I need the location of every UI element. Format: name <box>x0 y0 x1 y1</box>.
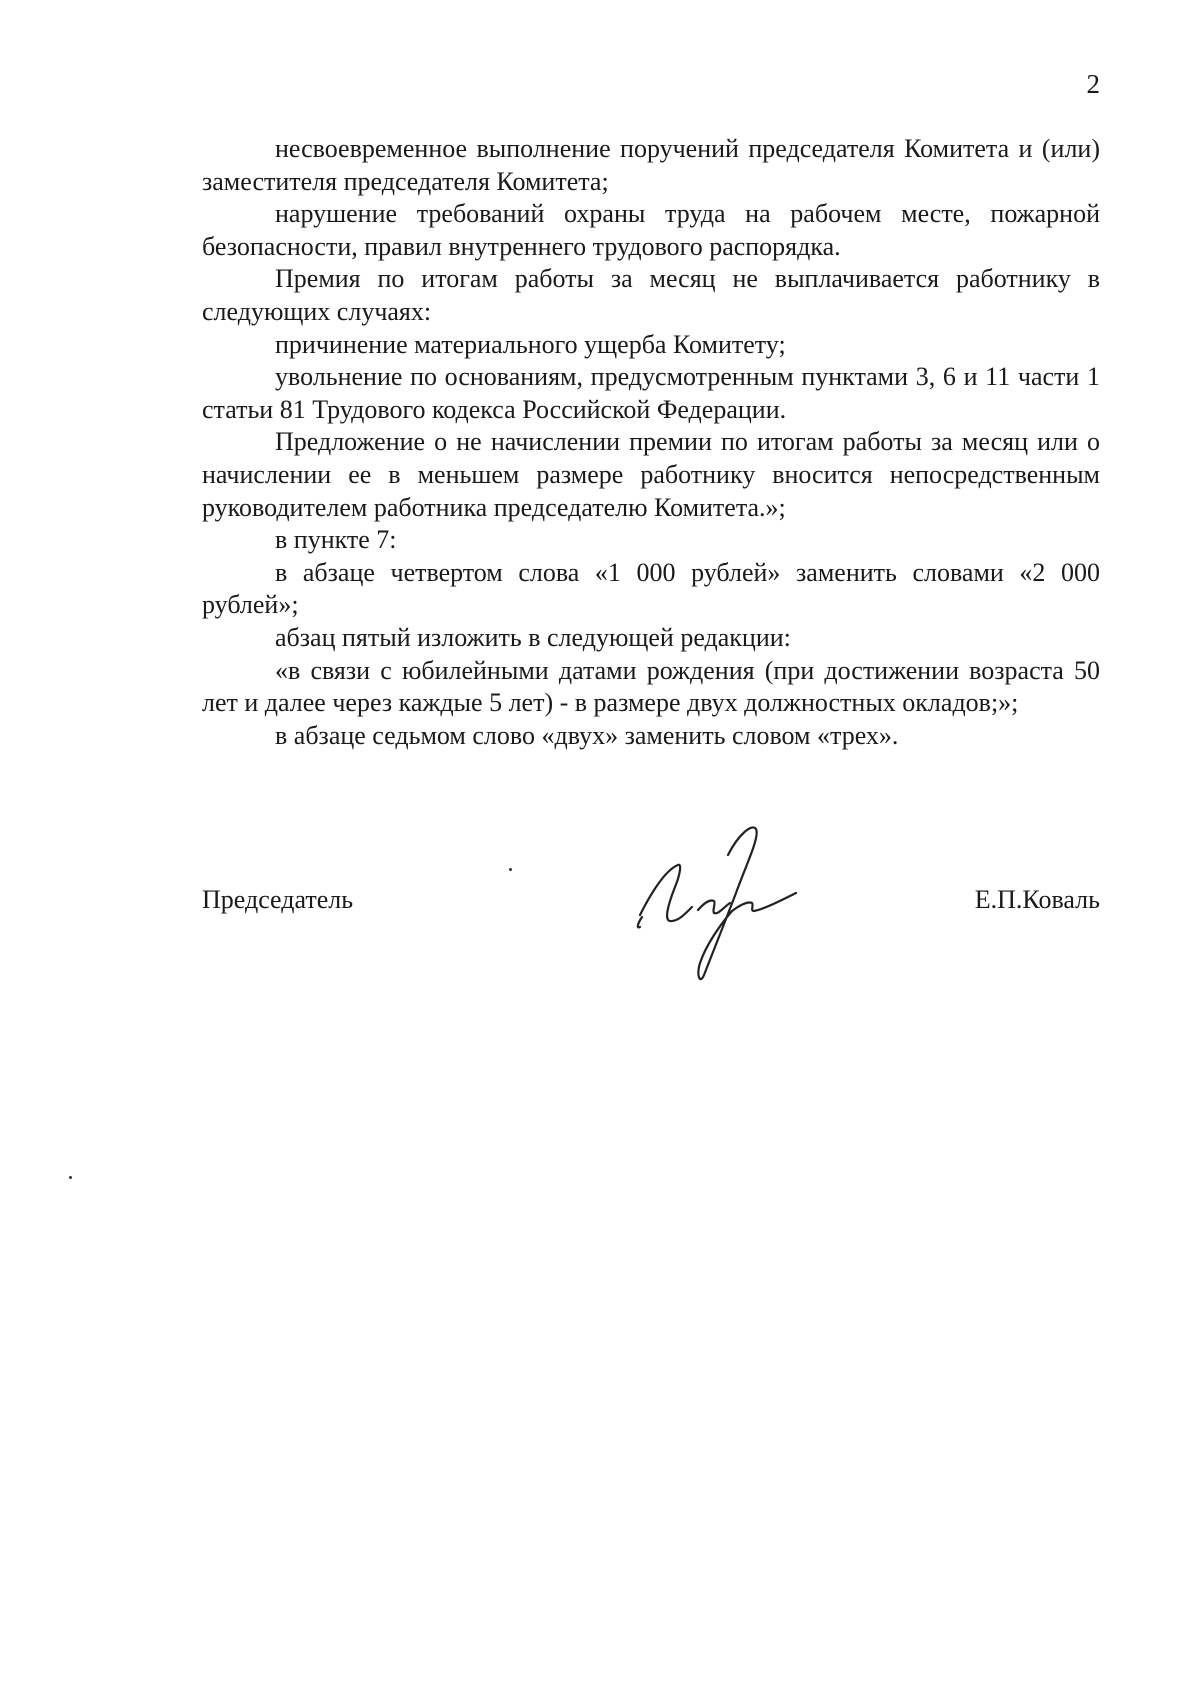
paragraph: причинение материального ущерба Комитету; <box>275 329 786 359</box>
paragraph: «в связи с юбилейными датами рождения (при достижении возраста 50 лет и далее через каждые 5 лет) - в размере двух должностных окладов;»; <box>202 655 1100 718</box>
paragraph: увольнение по основаниям, предусмотренным пунктами 3, 6 и 11 части 1 статьи 81 Трудового кодекса Российской Федерации. <box>202 362 1100 424</box>
signatory-name: Е.П.Коваль <box>974 885 1100 914</box>
handwritten-signature-icon <box>620 815 840 985</box>
paragraph: в абзаце четвертом слова «1 000 рублей» заменить словами «2 000 рублей»; <box>202 557 1100 620</box>
paragraph: нарушение требований охраны труда на рабочем месте, пожарной безопасности, правил внутреннего трудового распорядка. <box>202 199 1100 261</box>
paragraph: несвоевременное выполнение поручений председателя Комитета и (или) заместителя председателя Комитета; <box>202 134 1100 196</box>
document-body <box>202 133 1100 752</box>
paragraph: Премия по итогам работы за месяц не выплачивается работнику в следующих случаях: <box>202 264 1100 326</box>
paragraph: Предложение о не начислении премии по итогам работы за месяц или о начислении ее в меньшем размере работнику вносится непосредственным руководителем работника председателю Комитета.»; <box>202 427 1100 522</box>
paragraph: абзац пятый изложить в следующей редакции: <box>275 622 791 652</box>
paragraph: в абзаце седьмом слово «двух» заменить словом «трех». <box>275 720 899 750</box>
paragraph: в пункте 7: <box>275 525 397 555</box>
scan-speck <box>509 868 512 871</box>
page-number: 2 <box>1086 69 1100 99</box>
scan-speck <box>69 1176 72 1179</box>
signatory-title: Председатель <box>202 885 354 914</box>
